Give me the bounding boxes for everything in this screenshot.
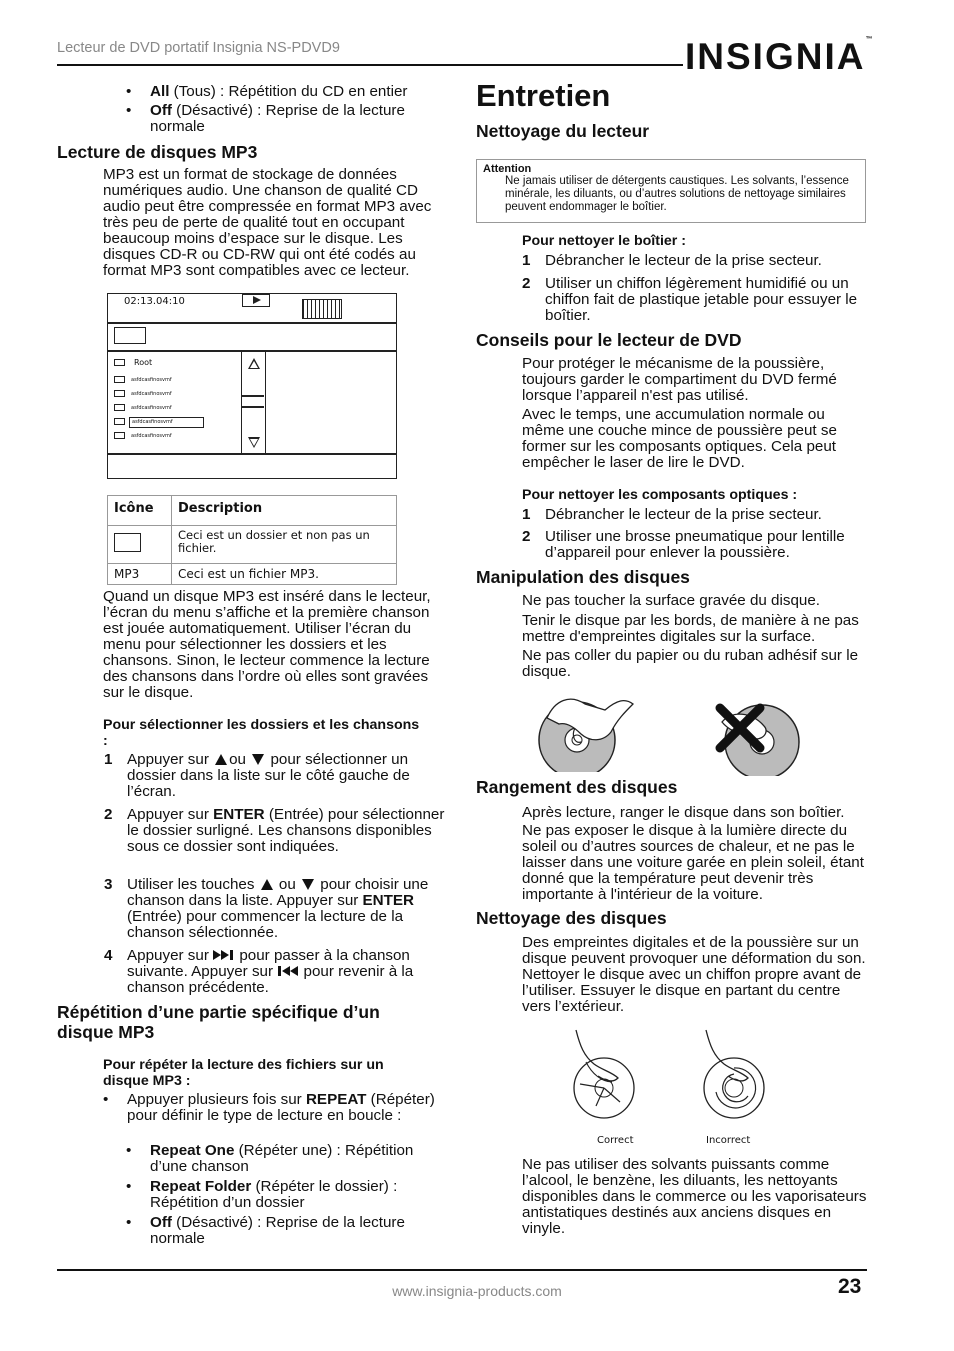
file-list xyxy=(114,373,204,443)
storage-1: Après lecture, ranger le disque dans son boîtier. xyxy=(522,804,845,821)
incorrect-wipe-illustration xyxy=(696,1026,772,1138)
folder-icon xyxy=(114,327,146,344)
attention-text: Ne jamais utiliser de détergents caustiques. Les solvants, l’essence minérale, les diluants, ou d’autres solutions de nettoyage similaires peuvent endommager le boîtier. xyxy=(505,175,849,213)
handling-2: Tenir le disque par les bords, de manière à ne pas mettre d'empreintes digitales sur la surface. xyxy=(522,612,859,645)
step-4: 4 Appuyer sur pour passer à la chanson suivante. Appuyer sur pour revenir à la chanson précédente. xyxy=(104,947,414,996)
handling-3: Ne pas coller du papier ou du ruban adhésif sur le disque. xyxy=(522,647,859,680)
disc-held-correctly-illustration xyxy=(535,690,635,772)
repeat-modes xyxy=(150,1143,445,1247)
repeat-heading: Répétition d’une partie spécifique d’un disque MP3 xyxy=(57,1002,380,1042)
correct-caption: Correct xyxy=(597,1135,634,1146)
down-arrow-icon xyxy=(252,754,264,765)
tips-paragraph-2: Avec le temps, une accumulation normale ou même une couche mince de poussière peut se former sur les composants optiques. Cela peut empêcher le laser de lire le DVD. xyxy=(522,406,837,471)
correct-wipe-illustration xyxy=(568,1026,644,1138)
col-header-description: Description xyxy=(172,496,397,526)
root-folder-icon xyxy=(114,359,125,366)
mp3-after-text: Quand un disque MP3 est inséré dans le lecteur, l’écran du menu s’affiche et la première chanson est jouée automatiquement. Utiliser l’écran du menu pour sélectionner les dossiers et les chansons. Sinon, le lecteur commence la lecture des chansons dans l’ordre où elles sont gravées sur le disque. xyxy=(103,588,431,701)
table-cell-mp3: MP3 xyxy=(108,564,172,585)
file-item-selected[interactable]: asfdcasfinosvmf xyxy=(114,415,204,429)
header-rule xyxy=(57,64,683,66)
page-number: 23 xyxy=(838,1275,862,1298)
page-title: Entretien xyxy=(476,78,611,113)
file-item[interactable]: asfdcasfinosvmf xyxy=(114,401,204,415)
incorrect-caption: Incorrect xyxy=(706,1135,751,1146)
level-meter-icon xyxy=(302,299,342,319)
up-arrow-icon xyxy=(215,754,227,765)
optics-step-1: 1 Débrancher le lecteur de la prise secteur. xyxy=(522,506,822,523)
bullet-all: • All (Tous) : Répétition du CD en entier xyxy=(150,84,445,100)
step-3: 3 Utiliser les touches ou pour choisir une chanson dans la liste. Appuyer sur ENTER (Entrée) pour commencer la lecture de la chanson sélectionnée. xyxy=(104,876,429,941)
step-2: 2 Appuyer sur ENTER (Entrée) pour sélectionner le dossier surligné. Les chansons disponibles sous ce dossier sont indiquées. xyxy=(104,806,445,855)
disc-cleaning-heading: Nettoyage des disques xyxy=(476,908,667,928)
mp3-heading: Lecture de disques MP3 xyxy=(57,142,258,162)
storage-heading: Rangement des disques xyxy=(476,777,678,797)
table-cell-mp3-desc: Ceci est un fichier MP3. xyxy=(172,564,397,585)
top-bullets xyxy=(150,84,445,135)
clean-player-heading: Nettoyage du lecteur xyxy=(476,121,650,141)
step-1: 1 Appuyer sur ou pour sélectionner un dossier dans la liste sur le côté gauche de l’écran. xyxy=(104,751,410,800)
scrollbar[interactable] xyxy=(241,351,266,453)
optics-procedure: Pour nettoyer les composants optiques : xyxy=(522,487,798,503)
icon-table xyxy=(107,495,397,585)
tips-heading: Conseils pour le lecteur de DVD xyxy=(476,330,742,350)
footer-rule xyxy=(57,1269,867,1271)
case-procedure: Pour nettoyer le boîtier : xyxy=(522,233,686,249)
up-arrow-icon xyxy=(261,879,273,890)
mode-repeat-folder: • Repeat Folder (Répéter le dossier) : Répétition d’un dossier xyxy=(150,1179,445,1211)
tips-paragraph-1: Pour protéger le mécanisme de la poussière, toujours garder le compartiment du DVD fermé lorsque l’appareil n'est pas utilisé. xyxy=(522,355,837,404)
mode-off: • Off (Désactivé) : Reprise de la lecture normale xyxy=(150,1215,445,1247)
footer-url[interactable]: www.insignia-products.com xyxy=(392,1283,562,1299)
down-arrow-icon xyxy=(302,879,314,890)
folder-icon xyxy=(114,533,141,552)
header-title: Lecteur de DVD portatif Insignia NS-PDVD9 xyxy=(57,40,340,56)
previous-track-icon xyxy=(277,965,299,977)
disc-cleaning-paragraph-1: Des empreintes digitales et de la poussière sur un disque peuvent provoquer une déformation du son. Nettoyer le disque avec un chiffon propre avant de l’utiliser. Essuyer le disque en partant du centre vers l’extérieur. xyxy=(522,934,866,1015)
storage-2: Ne pas exposer le disque à la lumière directe du soleil ou d’autres sources de chaleur, et ne pas le laisser dans une voiture garée en plein soleil, étant donné que la température peut devenir très importante à l'intérieur de la voiture. xyxy=(522,822,864,903)
optics-step-2: 2 Utiliser une brosse pneumatique pour lentille d’appareil pour enlever la poussière. xyxy=(522,528,845,561)
attention-box xyxy=(476,159,866,223)
table-row-folder-icon-cell xyxy=(108,526,172,564)
handling-heading: Manipulation des disques xyxy=(476,567,690,587)
disc-held-incorrectly-illustration xyxy=(712,702,804,776)
case-step-1: 1 Débrancher le lecteur de la prise secteur. xyxy=(522,252,822,269)
file-item[interactable]: asfdcasfinosvmf xyxy=(114,373,204,387)
repeat-bullet: • Appuyer plusieurs fois sur REPEAT (Répéter) pour définir le type de lecture en boucle : xyxy=(127,1092,447,1124)
file-item[interactable]: asfdcasfinosvmf xyxy=(114,387,204,401)
mp3-menu-screen xyxy=(107,293,397,479)
mode-repeat-one: • Repeat One (Répéter une) : Répétition d’une chanson xyxy=(150,1143,445,1175)
col-header-icon: Icône xyxy=(108,496,172,526)
table-cell-folder-desc: Ceci est un dossier et non pas un fichier. xyxy=(172,526,397,564)
file-item[interactable]: asfdcasfinosvmf xyxy=(114,429,204,443)
disc-cleaning-paragraph-2: Ne pas utiliser des solvants puissants comme l’alcool, le benzène, les diluants, les nettoyants disponibles dans le commerce ou les vaporisateurs antistatiques destinés aux anciens disques en vinyle. xyxy=(522,1156,867,1237)
select-procedure: Pour sélectionner les dossiers et les chansons : xyxy=(103,717,420,749)
next-track-icon xyxy=(213,949,235,961)
attention-label: Attention xyxy=(483,163,532,175)
play-icon xyxy=(242,294,270,307)
screen-time: 02:13.04:10 xyxy=(124,296,185,307)
root-label: Root xyxy=(134,358,153,367)
mp3-intro: MP3 est un format de stockage de données numériques audio. Une chanson de qualité CD audio peut être compressée en format MP3 avec très peu de perte de qualité tout en occupant beaucoup moins d’espace sur le disque. Les disques CD-R ou CD-RW qui ont été codés au format MP3 sont compatibles avec ce lecteur. xyxy=(103,166,432,279)
bullet-off: • Off (Désactivé) : Reprise de la lecture normale xyxy=(150,103,445,135)
repeat-procedure: Pour répéter la lecture des fichiers sur un disque MP3 : xyxy=(103,1057,384,1089)
case-step-2: 2 Utiliser un chiffon légèrement humidifié ou un chiffon fait de plastique jetable pour essuyer le boîtier. xyxy=(522,275,858,324)
handling-1: Ne pas toucher la surface gravée du disque. xyxy=(522,592,821,609)
brand-logo: INSIGNIA™ xyxy=(685,36,873,77)
